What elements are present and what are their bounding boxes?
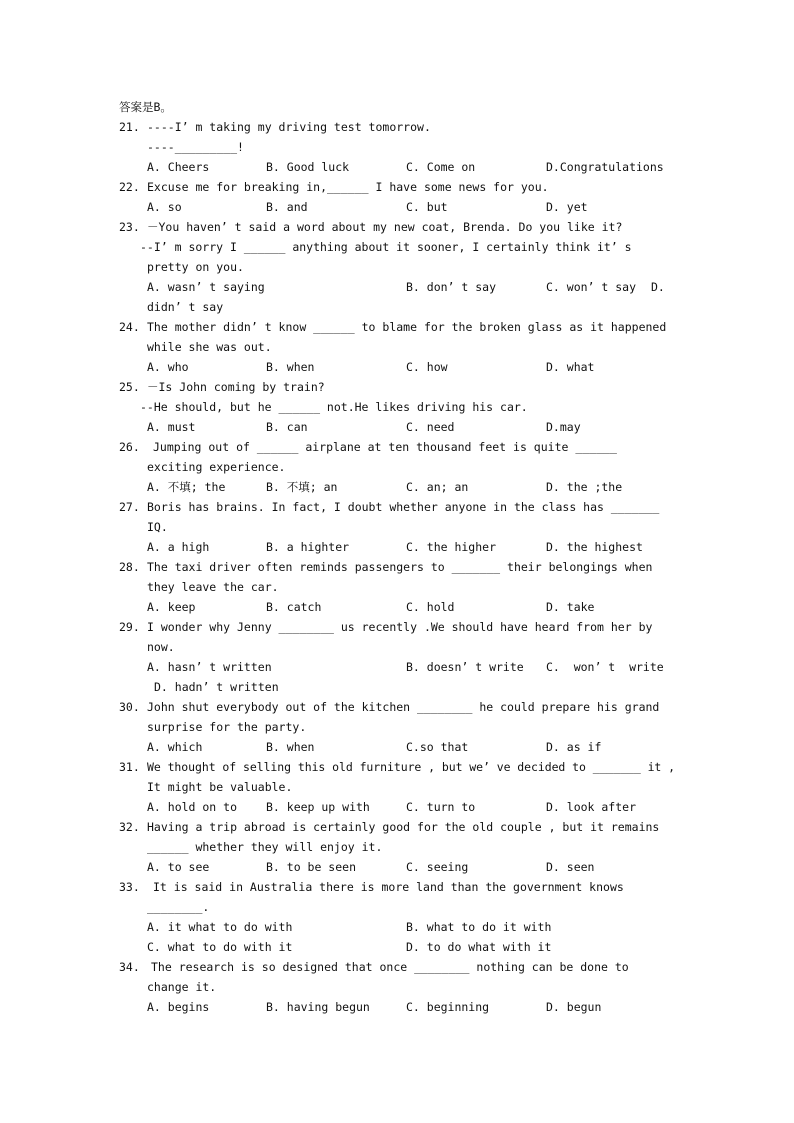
question-25-option-b: B. can: [266, 420, 308, 434]
question-34-option-c: C. beginning: [406, 1000, 490, 1014]
question-29-option-c: C. won’ t write: [546, 660, 664, 674]
question-23-option-b: B. don’ t say: [406, 280, 497, 294]
question-22-option-c: C. but: [406, 200, 448, 214]
question-21-option-d: D.Congratulations: [546, 160, 664, 174]
question-25-line-1: －Is John coming by train?: [147, 380, 325, 394]
question-32-line-2: ______ whether they will enjoy it.: [147, 840, 383, 854]
question-22-line-1: Excuse me for breaking in,______ I have some news for you.: [147, 180, 549, 194]
question-22-option-b: B. and: [266, 200, 308, 214]
question-32-option-d: D. seen: [546, 860, 595, 874]
question-31-line-2: It might be valuable.: [147, 780, 293, 794]
question-33-option-c: C. what to do with it: [147, 940, 293, 954]
question-32-line-1: Having a trip abroad is certainly good for the old couple , but it remains: [147, 820, 660, 834]
question-28-number: 28.: [119, 560, 140, 574]
question-29-option-b: B. doesn’ t write: [406, 660, 524, 674]
question-33-line-1: It is said in Australia there is more land than the government knows: [153, 880, 624, 894]
question-31-number: 31.: [119, 760, 140, 774]
question-31-line-1: We thought of selling this old furniture , but we’ ve decided to _______ it ,: [147, 760, 675, 774]
question-24-option-c: C. how: [406, 360, 448, 374]
question-31-option-b: B. keep up with: [266, 800, 370, 814]
question-28-option-d: D. take: [546, 600, 595, 614]
question-34-option-d: D. begun: [546, 1000, 602, 1014]
question-21-line-2: ----_________!: [147, 140, 244, 154]
question-33-option-a: A. it what to do with: [147, 920, 293, 934]
question-33-option-d: D. to do what with it: [406, 940, 552, 954]
question-28-line-1: The taxi driver often reminds passengers to _______ their belongings when: [147, 560, 653, 574]
question-28-option-a: A. keep: [147, 600, 196, 614]
question-22-number: 22.: [119, 180, 140, 194]
question-24-option-a: A. who: [147, 360, 189, 374]
question-25-line-2: --He should, but he ______ not.He likes driving his car.: [140, 400, 528, 414]
question-34-line-1: The research is so designed that once ________ nothing can be done to: [151, 960, 629, 974]
question-27-line-2: IQ.: [147, 520, 168, 534]
question-27-option-a: A. a high: [147, 540, 210, 554]
question-34-line-2: change it.: [147, 980, 217, 994]
question-24-line-1: The mother didn’ t know ______ to blame for the broken glass as it happened: [147, 320, 667, 334]
question-33-number: 33.: [119, 880, 140, 894]
question-23-number: 23.: [119, 220, 140, 234]
question-30-line-1: John shut everybody out of the kitchen ________ he could prepare his grand: [147, 700, 660, 714]
question-26-option-c: C. an; an: [406, 480, 469, 494]
question-29-option-d: D. hadn’ t written: [154, 680, 279, 694]
question-26-option-a: A. 不填; the: [147, 480, 226, 494]
question-26-line-2: exciting experience.: [147, 460, 286, 474]
question-21-option-a: A. Cheers: [147, 160, 210, 174]
question-27-number: 27.: [119, 500, 140, 514]
question-23-option-d-letter: D.: [651, 280, 665, 294]
question-24-option-b: B. when: [266, 360, 315, 374]
question-30-option-c: C.so that: [406, 740, 469, 754]
question-26-line-1: Jumping out of ______ airplane at ten thousand feet is quite ______: [153, 440, 617, 454]
question-21-line-1: ----I’ m taking my driving test tomorrow.: [147, 120, 431, 134]
question-22-option-a: A. so: [147, 200, 182, 214]
question-25-option-a: A. must: [147, 420, 196, 434]
question-32-option-c: C. seeing: [406, 860, 469, 874]
question-25-number: 25.: [119, 380, 140, 394]
question-23-option-c: C. won’ t say: [546, 280, 637, 294]
question-21-option-b: B. Good luck: [266, 160, 350, 174]
question-34-number: 34.: [119, 960, 140, 974]
question-24-line-2: while she was out.: [147, 340, 272, 354]
question-31-option-d: D. look after: [546, 800, 637, 814]
question-30-number: 30.: [119, 700, 140, 714]
question-31-option-a: A. hold on to: [147, 800, 238, 814]
question-22-option-d: D. yet: [546, 200, 588, 214]
question-23-option-d: didn’ t say: [147, 300, 224, 314]
question-30-line-2: surprise for the party.: [147, 720, 307, 734]
question-26-option-b: B. 不填; an: [266, 480, 338, 494]
question-33-line-2: ________.: [147, 900, 210, 914]
answer-note: 答案是B。: [119, 100, 172, 114]
question-28-option-b: B. catch: [266, 600, 322, 614]
question-27-option-c: C. the higher: [406, 540, 497, 554]
question-29-line-2: now.: [147, 640, 175, 654]
question-26-number: 26.: [119, 440, 140, 454]
question-32-option-b: B. to be seen: [266, 860, 357, 874]
question-29-option-a: A. hasn’ t written: [147, 660, 272, 674]
question-30-option-d: D. as if: [546, 740, 602, 754]
question-30-option-a: A. which: [147, 740, 203, 754]
question-25-option-c: C. need: [406, 420, 455, 434]
question-23-line-1: －You haven’ t said a word about my new coat, Brenda. Do you like it?: [147, 220, 623, 234]
question-24-option-d: D. what: [546, 360, 595, 374]
question-26-option-d: D. the ;the: [546, 480, 623, 494]
question-27-option-b: B. a highter: [266, 540, 350, 554]
question-33-option-b: B. what to do it with: [406, 920, 552, 934]
question-29-line-1: I wonder why Jenny ________ us recently .We should have heard from her by: [147, 620, 653, 634]
question-31-option-c: C. turn to: [406, 800, 476, 814]
question-32-number: 32.: [119, 820, 140, 834]
question-27-option-d: D. the highest: [546, 540, 643, 554]
question-23-line-2: --I’ m sorry I ______ anything about it sooner, I certainly think it’ s: [140, 240, 632, 254]
question-23-line-3: pretty on you.: [147, 260, 244, 274]
question-21-number: 21.: [119, 120, 140, 134]
question-21-option-c: C. Come on: [406, 160, 476, 174]
question-34-option-a: A. begins: [147, 1000, 210, 1014]
question-27-line-1: Boris has brains. In fact, I doubt whether anyone in the class has _______: [147, 500, 660, 514]
question-29-number: 29.: [119, 620, 140, 634]
question-25-option-d: D.may: [546, 420, 581, 434]
question-32-option-a: A. to see: [147, 860, 210, 874]
question-34-option-b: B. having begun: [266, 1000, 370, 1014]
question-24-number: 24.: [119, 320, 140, 334]
question-23-option-a: A. wasn’ t saying: [147, 280, 265, 294]
question-30-option-b: B. when: [266, 740, 315, 754]
question-28-line-2: they leave the car.: [147, 580, 279, 594]
question-28-option-c: C. hold: [406, 600, 455, 614]
